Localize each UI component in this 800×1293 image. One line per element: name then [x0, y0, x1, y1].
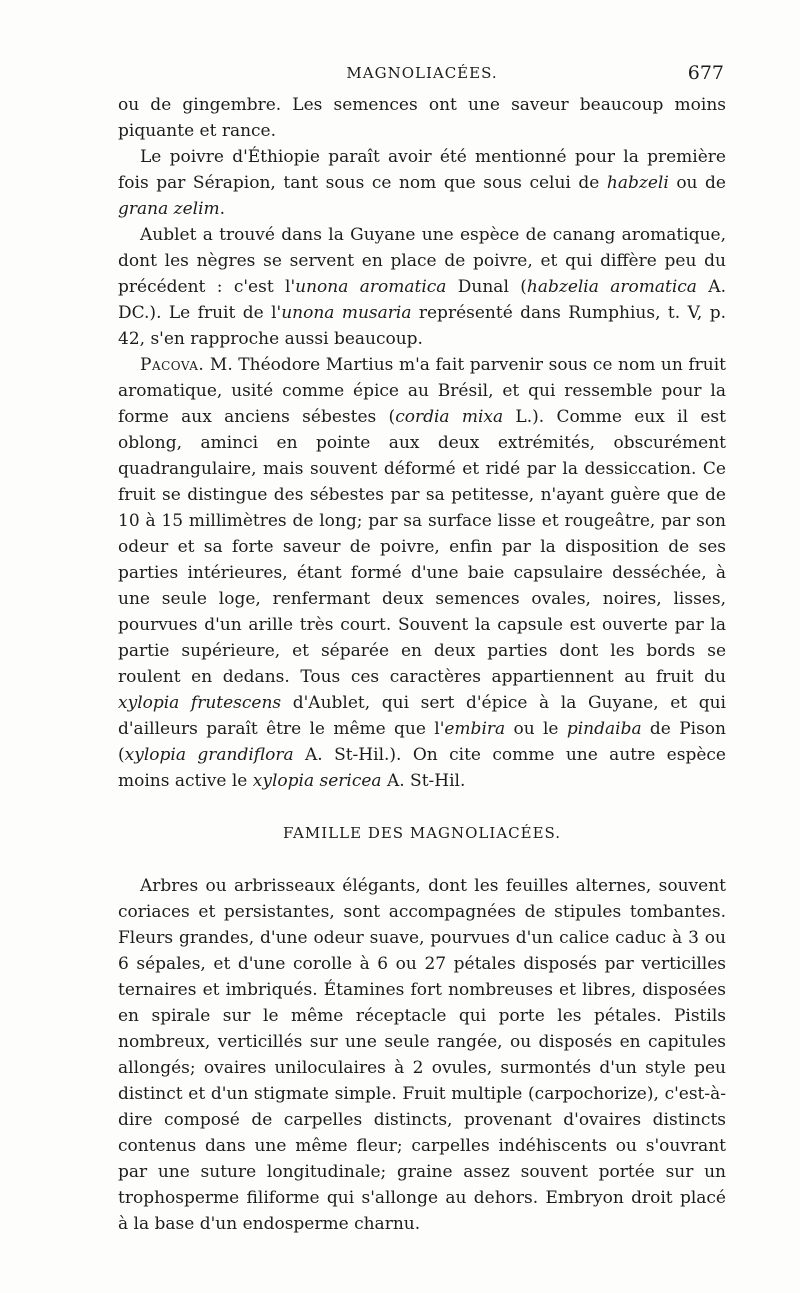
text-run: L.). Comme eux il est oblong, aminci en pointe aux deux extrémités, obscurément quadrangulaire, mais souvent déformé et ridé par la dessiccation. Ce fruit se distingue des sébestes par sa petitesse, n'ayant guère que de 10 à 15 millimètres de long; par sa surface lisse et rougeâtre, par son odeur et sa forte saveur de poivre, enfin par la disposition de ses parties intérieures, étant formé d'une baie capsulaire desséchée, à une seule loge, renfermant deux semences ovales, noires, lisses, pourvues d'un arille très court. Souvent la capsule est ouverte par la partie supérieure, et séparée en deux parties dont les bords se roulent en dedans. Tous ces caractères appartiennent au fruit du [118, 407, 726, 687]
italic-term: xylopia grandiflora [124, 745, 294, 765]
running-title: MAGNOLIACÉES. [346, 64, 498, 82]
body-text [118, 92, 726, 1237]
text-run: A. St-Hil.). On cite comme une autre espèce moins active le [118, 745, 726, 791]
paragraph-family-description [118, 873, 726, 1237]
text-run: . [219, 199, 226, 219]
text-run: Le poivre d'Éthiopie paraît avoir été mentionné pour la première fois par Sérapion, tant sous ce nom que sous celui de [118, 147, 726, 193]
italic-term: habzeli [606, 173, 669, 193]
paragraph-text: Arbres ou arbrisseaux élégants, dont les feuilles alternes, souvent coriaces et persistantes, sont accompagnées de stipules tombantes. Fleurs grandes, d'une odeur suave, pourvues d'un calice caduc à 3 ou 6 sépales, et d'une corolle à 6 ou 27 pétales disposés par verticilles ternaires et imbriqués. Étamines fort nombreuses et libres, disposées en spirale sur le même réceptacle qui porte les pétales. Pistils nombreux, verticillés sur une seule rangée, ou disposés en capitules allongés; ovaires uniloculaires à 2 ovules, surmontés d'un style peu distinct et d'un stigmate simple. Fruit multiple (carpochorize), c'est-à-dire composé de carpelles distincts, provenant d'ovaires distincts contenus dans une même fleur; carpelles indéhiscents ou s'ouvrant par une suture longitudinale; graine assez souvent portée sur un trophosperme filiforme qui s'allonge au dehors. Embryon droit placé à la base d'un endosperme charnu. [118, 876, 726, 1234]
italic-term: pindaiba [566, 719, 642, 739]
text-run: M. Théodore Martius m'a fait parvenir sous ce nom un fruit aromatique, usité comme épice au Brésil, et qui ressemble pour la forme aux anciens sébestes ( [118, 355, 726, 427]
italic-term: xylopia frutescens [118, 693, 282, 713]
text-run: représenté dans Rumphius, t. V, p. 42, s'en rapproche aussi beaucoup. [118, 303, 726, 349]
page-header [118, 62, 726, 92]
text-run: A. St-Hil. [381, 771, 466, 791]
paragraph-text: ou de gingembre. Les semences ont une saveur beaucoup moins piquante et rance. [118, 95, 726, 141]
section-heading: FAMILLE DES MAGNOLIACÉES. [282, 824, 562, 842]
text-run: de Pison ( [118, 719, 726, 765]
text-run: d'Aublet, qui sert d'épice à la Guyane, et qui d'ailleurs paraît être le même que l' [118, 693, 726, 739]
paragraph-continued [118, 92, 726, 144]
paragraph-ethiopian-pepper [118, 144, 726, 222]
italic-term: grana zelim [118, 199, 220, 219]
italic-term: habzelia aromatica [526, 277, 697, 297]
page-number: 677 [687, 62, 724, 84]
italic-term: unona aromatica [295, 277, 447, 297]
italic-term: xylopia sericea [252, 771, 382, 791]
text-run: Aublet a trouvé dans la Guyane une espèce de canang aromatique, dont les nègres se servent en place de poivre, et qui diffère peu du précédent : c'est l' [118, 225, 726, 297]
text-run: Dunal ( [446, 277, 527, 297]
paragraph-aublet [118, 222, 726, 352]
text-run: ou de [668, 173, 726, 193]
italic-term: unona musaria [281, 303, 412, 323]
italic-term: cordia mixa [395, 407, 504, 427]
text-run: A. DC.). Le fruit de l' [118, 277, 726, 323]
paragraph-pacova [118, 352, 726, 794]
italic-term: embira [444, 719, 506, 739]
entry-lead: Pacova. [140, 355, 205, 375]
text-run: ou le [505, 719, 567, 739]
